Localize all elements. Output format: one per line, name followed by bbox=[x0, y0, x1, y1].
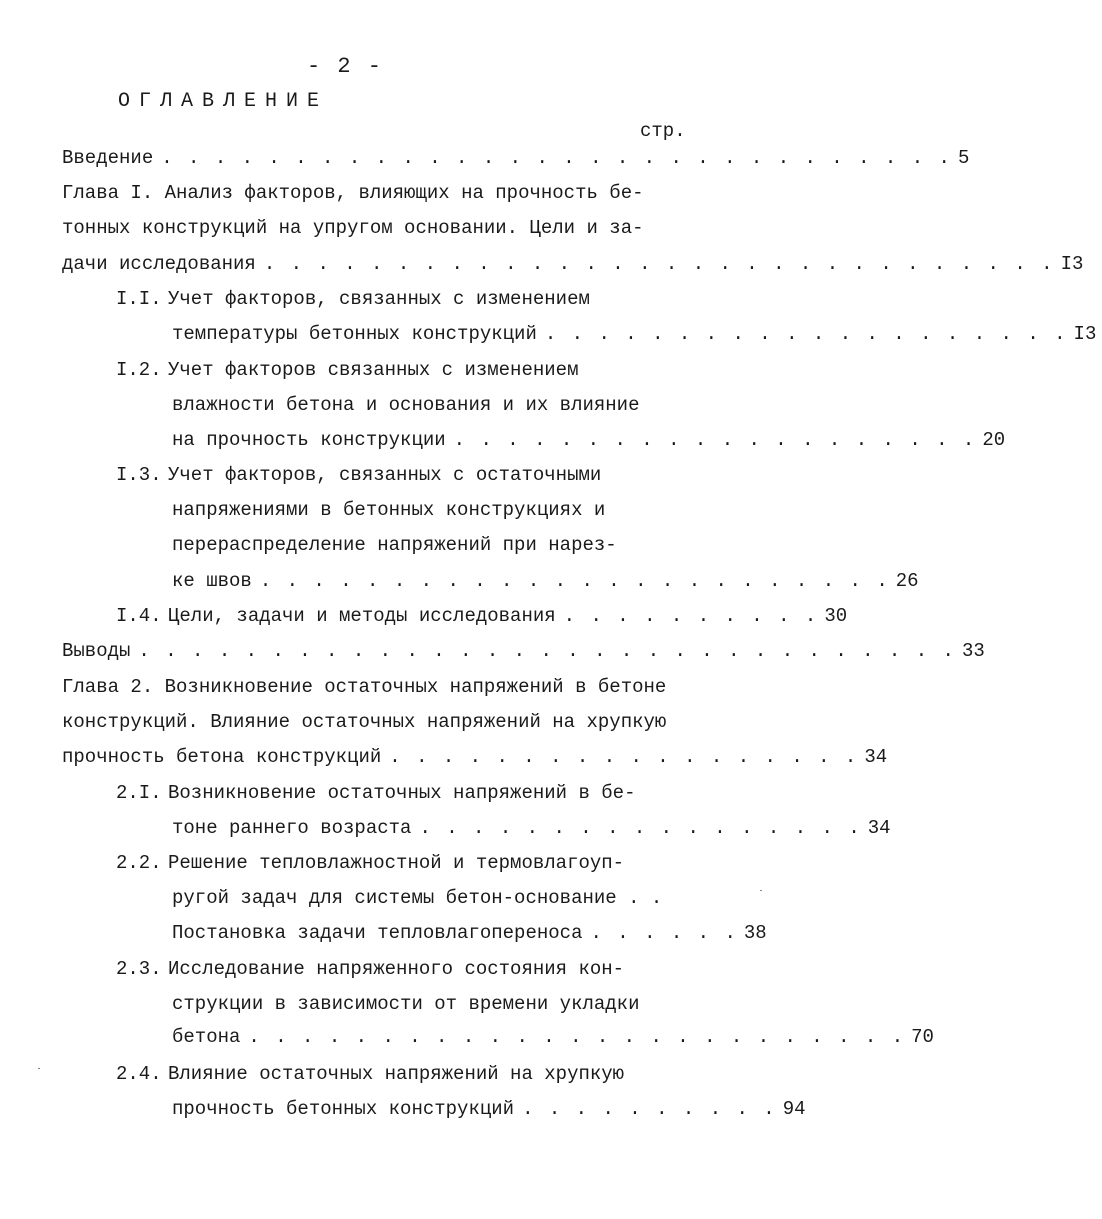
page-number: - 2 - bbox=[306, 54, 383, 79]
toc-entry-chapter-2[interactable] bbox=[62, 742, 888, 772]
toc-entry-text: ке швов bbox=[172, 570, 252, 592]
toc-entry-continuation bbox=[172, 319, 1097, 349]
toc-entry-continuation bbox=[172, 918, 767, 948]
leader-dots: . . . . . . . . . . bbox=[563, 605, 819, 627]
section-number: 2.4. bbox=[116, 1063, 162, 1085]
toc-entry-text: на прочность конструкции bbox=[172, 429, 446, 451]
leader-dots: . . . . . . . . . . bbox=[522, 1098, 777, 1120]
toc-entry-text-line[interactable]: Глава 2. Возникновение остаточных напряжений в бетоне bbox=[62, 676, 667, 698]
toc-entry-text: тоне раннего возраста bbox=[172, 817, 412, 839]
toc-entry-page: 70 bbox=[911, 1026, 934, 1048]
leader-dots: . . . . . . . . . . . . . . . . . . . . . . . . . . . . . . bbox=[263, 253, 1055, 275]
toc-entry-text-line: тонных конструкций на упругом основании. Цели и за- bbox=[62, 217, 644, 239]
toc-entry-page: 33 bbox=[961, 640, 985, 662]
section-number: 2.2. bbox=[116, 852, 162, 874]
leader-dots: . . . . . . . . . . . . . . . . . . . . . . . . . . . . . . bbox=[161, 147, 952, 169]
toc-entry-page: 20 bbox=[982, 429, 1006, 451]
toc-entry-continuation bbox=[172, 425, 1006, 455]
leader-dots: . . . . . . . . . . . . . . . . . . . . bbox=[453, 429, 977, 451]
toc-entry-chapter-1[interactable] bbox=[62, 249, 1084, 279]
toc-entry-conclusions[interactable] bbox=[62, 636, 985, 666]
section-number: I.2. bbox=[116, 359, 162, 381]
toc-entry-section-1-1[interactable] bbox=[116, 284, 667, 314]
toc-entry-text: Учет факторов связанных с изменением bbox=[168, 359, 579, 381]
toc-entry-continuation: перераспределение напряжений при нарез- bbox=[172, 534, 617, 556]
toc-entry-text: Постановка задачи тепловлагопереноса bbox=[172, 922, 583, 944]
toc-entry-continuation bbox=[172, 566, 919, 596]
toc-entry-introduction[interactable] bbox=[62, 143, 970, 173]
toc-entry-text: прочность бетонных конструкций bbox=[172, 1098, 515, 1120]
toc-entry-text: дачи исследования bbox=[62, 253, 256, 275]
toc-entry-page: 5 bbox=[957, 147, 970, 169]
toc-entry-text-line[interactable]: Глава I. Анализ факторов, влияющих на прочность бе- bbox=[62, 182, 644, 204]
toc-entry-continuation: влажности бетона и основания и их влияние bbox=[172, 394, 640, 416]
section-number: I.4. bbox=[116, 605, 162, 627]
section-number: 2.I. bbox=[116, 782, 162, 804]
toc-entry-continuation bbox=[172, 1022, 934, 1052]
toc-entry-text: Цели, задачи и методы исследования bbox=[168, 605, 556, 627]
toc-entry-section-2-2[interactable] bbox=[116, 848, 667, 878]
toc-entry-section-2-4[interactable] bbox=[116, 1059, 667, 1089]
leader-dots: . . . . . . . . . . . . . . . . . . . . . . . . . bbox=[248, 1026, 906, 1048]
toc-entry-text: Возникновение остаточных напряжений в бе- bbox=[168, 782, 636, 804]
toc-entry-text: Выводы bbox=[62, 640, 131, 662]
toc-entry-continuation: напряжениями в бетонных конструкциях и bbox=[172, 499, 606, 521]
leader-dots: . . . . . . . . . . . . . . . . . bbox=[419, 817, 862, 839]
toc-entry-text: прочность бетона конструкций bbox=[62, 746, 382, 768]
toc-entry-section-1-2[interactable] bbox=[116, 355, 667, 385]
toc-entry-text: Введение bbox=[62, 147, 154, 169]
leader-dots: . . . . . . . . . . . . . . . . . . bbox=[389, 746, 859, 768]
toc-entry-page: 34 bbox=[867, 817, 891, 839]
toc-entry-page: 26 bbox=[895, 570, 919, 592]
toc-entry-page: 94 bbox=[782, 1098, 806, 1120]
toc-entry-text: Учет факторов, связанных с изменением bbox=[168, 288, 590, 310]
toc-entry-continuation bbox=[172, 1094, 806, 1124]
toc-entry-page: I3 bbox=[1073, 323, 1097, 345]
toc-entry-section-2-3[interactable] bbox=[116, 954, 667, 984]
toc-entry-text: Учет факторов, связанных с остаточными bbox=[168, 464, 602, 486]
toc-entry-section-1-4[interactable] bbox=[116, 601, 848, 631]
toc-entry-page: 34 bbox=[864, 746, 888, 768]
scan-speck bbox=[38, 1068, 40, 1069]
leader-dots: . . . . . . . . . . . . . . . . . . . . bbox=[544, 323, 1068, 345]
section-number: I.3. bbox=[116, 464, 162, 486]
toc-entry-page: 38 bbox=[743, 922, 767, 944]
toc-entry-section-2-1[interactable] bbox=[116, 778, 667, 808]
toc-entry-continuation: струкции в зависимости от времени укладки bbox=[172, 993, 640, 1015]
toc-entry-text: Решение тепловлажностной и термовлагоуп- bbox=[168, 852, 625, 874]
section-number: I.I. bbox=[116, 288, 162, 310]
section-number: 2.3. bbox=[116, 958, 162, 980]
leader-dots: . . . . . . . . . . . . . . . . . . . . . . . . . . . . . . . bbox=[138, 640, 956, 662]
scan-speck bbox=[760, 890, 762, 891]
leader-dots: . . . . . . . . . . . . . . . . . . . . . . . . bbox=[259, 570, 890, 592]
toc-entry-text: Исследование напряженного состояния кон- bbox=[168, 958, 625, 980]
page-column-label: стр. bbox=[640, 120, 686, 142]
leader-dots: . . . . . . bbox=[590, 922, 738, 944]
toc-entry-text-line: конструкций. Влияние остаточных напряжений на хрупкую bbox=[62, 711, 667, 733]
toc-title: ОГЛАВЛЕНИЕ bbox=[118, 90, 329, 113]
toc-entry-continuation bbox=[172, 813, 891, 843]
toc-entry-text: температуры бетонных конструкций bbox=[172, 323, 537, 345]
toc-entry-continuation: ругой задач для системы бетон-основание . . bbox=[172, 887, 663, 909]
toc-entry-section-1-3[interactable] bbox=[116, 460, 667, 490]
toc-entry-page: I3 bbox=[1060, 253, 1084, 275]
toc-entry-page: 30 bbox=[824, 605, 848, 627]
toc-entry-text: бетона bbox=[172, 1026, 241, 1048]
toc-entry-text: Влияние остаточных напряжений на хрупкую bbox=[168, 1063, 625, 1085]
